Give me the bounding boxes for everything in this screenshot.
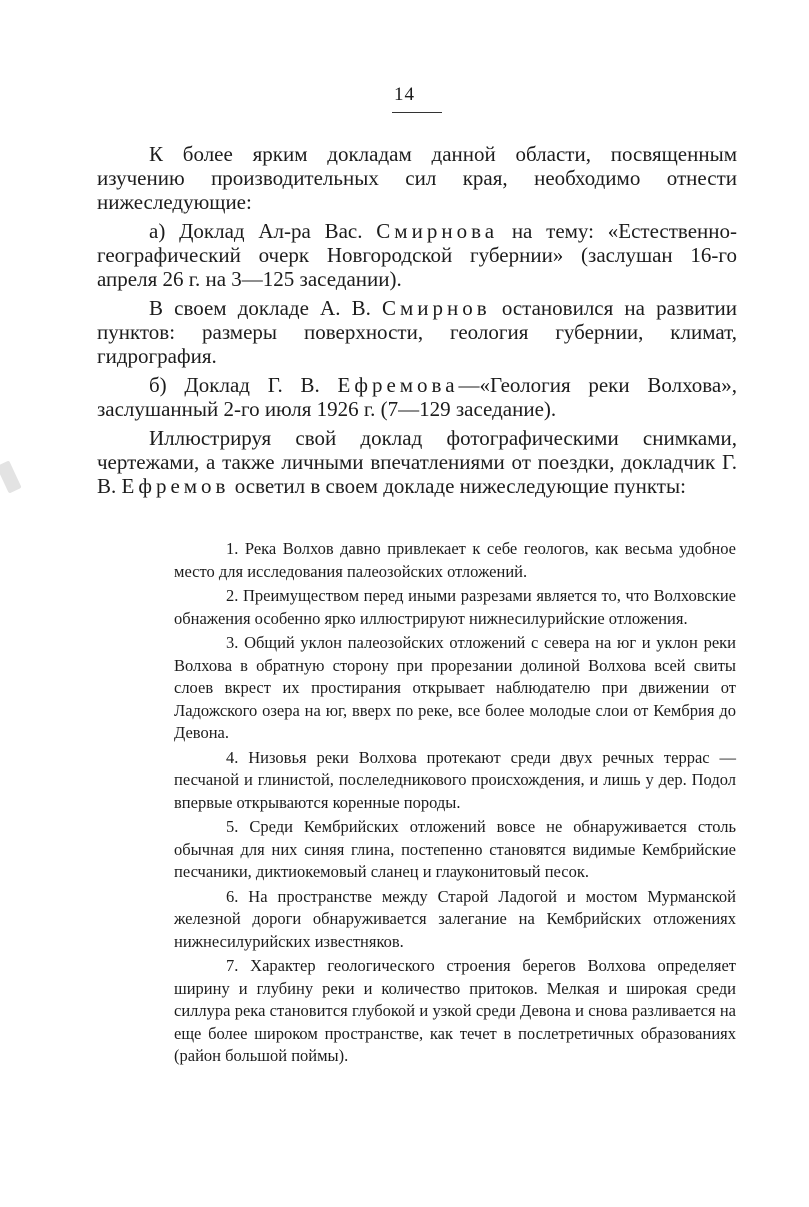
report-b-summary-lead: Иллюстрируя свой доклад фотографическими снимками, чертежами, а также личными впечатлениями от поездки, докладчик Г. В. [97, 426, 737, 498]
report-b-speaker: Ефремова [337, 373, 459, 397]
report-points-list [174, 538, 736, 1068]
report-a-speaker: Смирнова [376, 219, 499, 243]
report-a-summary-speaker: Смирнов [381, 296, 491, 320]
report-b-summary-speaker: Ефремов [121, 474, 230, 498]
report-a-paragraph [97, 219, 737, 291]
list-item: 5. Среди Кембрийских отложений вовсе не обнаруживается столь обычная для них синяя глина, постепенно становятся видимые Кембрийские песчаники, диктиокемовый сланец и глауконитовый песок. [174, 817, 736, 881]
list-item: 3. Общий уклон палеозойских отложений с севера на юг и уклон реки Волхова в обратную сторону при прорезании долиной Волхова всей свиты слоев вкрест их простирания открывает наблюдателю при движении от Ладожского озера на юг, вверх по реке, все более молодые слои от Кембрия до Девона. [174, 633, 736, 742]
report-a-rest: на тему: «Естественно-географический очерк Новгородской губернии» (заслушан 16-го апреля 26 г. на 3—125 заседании). [97, 219, 738, 291]
report-a-summary-rest: остановился на развитии пунктов: размеры поверхности, геология губернии, климат, гидрография. [97, 296, 738, 368]
report-a-summary-paragraph [97, 296, 737, 368]
list-item: 2. Преимуществом перед иными разрезами является то, что Волховские обнажения особенно ярко иллюстрируют нижнесилурийские отложения. [174, 586, 736, 628]
report-b-paragraph [97, 373, 737, 421]
report-b-rest: —«Геология реки Волхова», заслушанный 2-го июля 1926 г. (7—129 заседание). [97, 373, 738, 421]
page-number-rule [392, 112, 442, 113]
list-item: 7. Характер геологического строения берегов Волхова определяет ширину и глубину реки и количество притоков. Мелкая и широкая среди силлура река становится глубокой и узкой среди Девона и снова разливается на еще более широком пространстве, как течет в послетретичных образованиях (район большой поймы). [174, 956, 736, 1065]
list-item: 6. На пространстве между Старой Ладогой и мостом Мурманской железной дороги обнаруживается залегание на Кембрийских отложениях нижнесилурийских известняков. [174, 886, 736, 951]
report-b-lead: б) Доклад Г. В. [149, 373, 320, 397]
report-a-lead: а) Доклад Ал-ра Вас. [149, 219, 363, 243]
list-item: 1. Река Волхов давно привлекает к себе геологов, как весьма удобное место для исследования палеозойских отложений. [174, 539, 736, 581]
intro-paragraph: К более ярким докладам данной области, посвященным изучению производительных сил края, необходимо отнести нижеследующие: [97, 142, 737, 214]
scan-mark [0, 460, 22, 493]
page-number: 14 [394, 84, 415, 105]
list-item: 4. Низовья реки Волхова протекают среди двух речных террас —песчаной и глинистой, послеледникового происхождения, и лишь у дер. Подол впервые открываются коренные породы. [174, 747, 736, 812]
main-text [97, 142, 737, 498]
report-b-summary-paragraph [97, 426, 737, 498]
report-a-summary-lead: В своем докладе А. В. [149, 296, 371, 320]
report-b-summary-rest: осветил в своем докладе нижеследующие пункты: [234, 474, 686, 498]
